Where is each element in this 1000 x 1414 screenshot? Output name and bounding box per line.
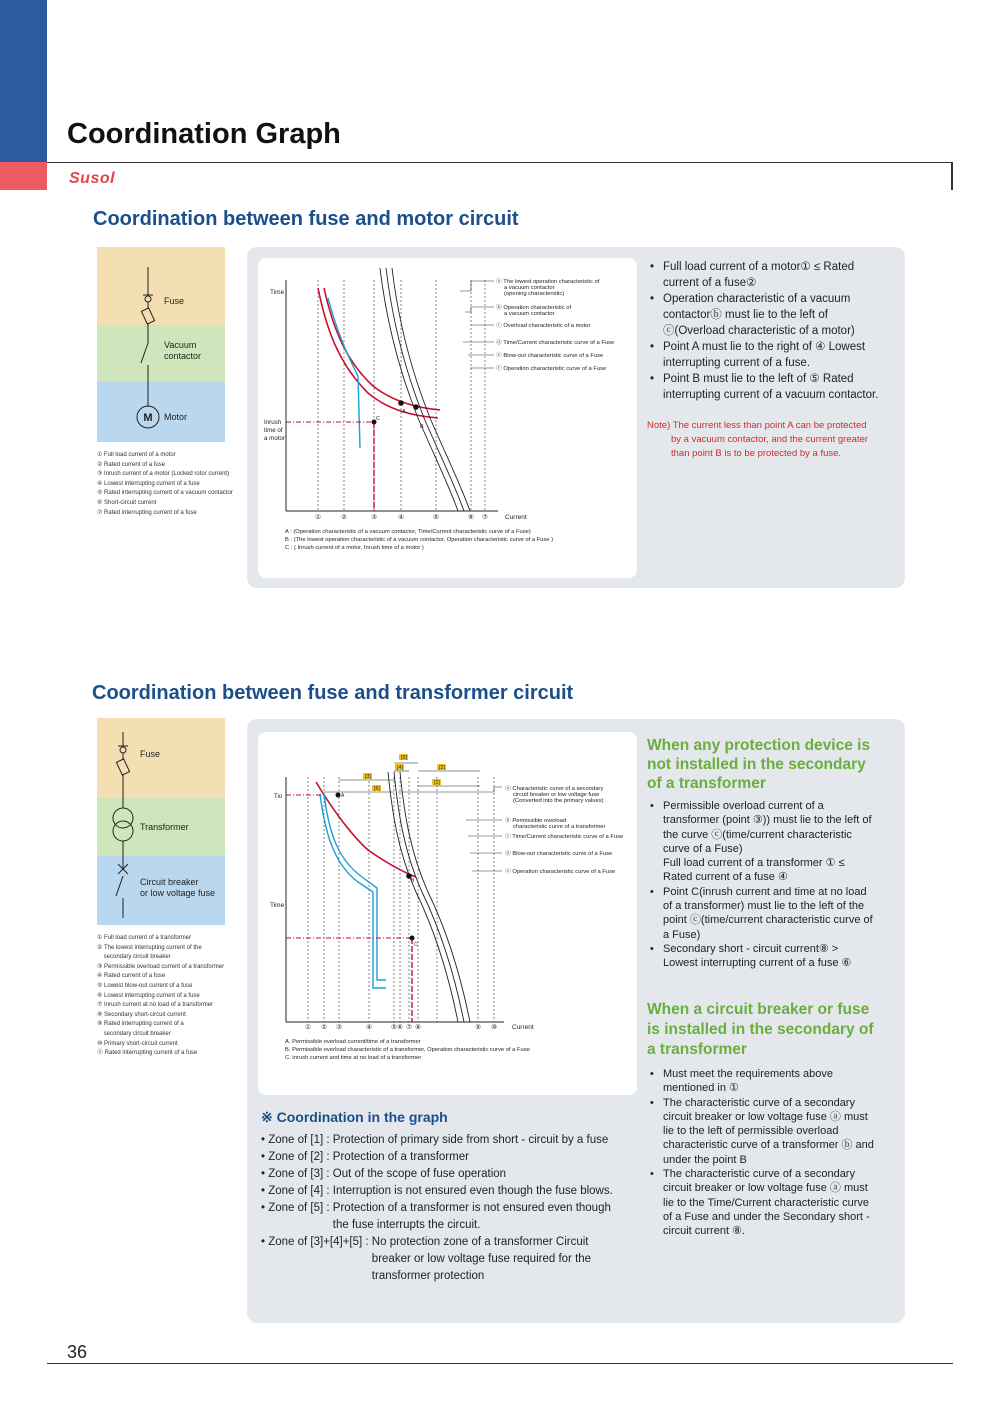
bullet-item: • The characteristic curve of a secondary circuit breaker or low voltage fuse ⓐ must lie to the Time/Current characteristic curve of a Fuse and under the Secondary short - circuit current ⑧. — [647, 1167, 902, 1238]
legend-item: secondary circuit breaker — [97, 954, 171, 961]
x-tick: ④ — [398, 514, 404, 521]
legend-item: ⑩ Primary short-circuit current — [97, 1040, 178, 1047]
zone-label-5: [5] — [401, 755, 407, 761]
curve-label-d: ⓓ Time/Current characteristic curve of a Fuse — [496, 340, 615, 346]
x-tick: ③ — [371, 514, 377, 521]
zone-row: • Zone of [2] : Protection of a transformer — [261, 1151, 469, 1163]
x-tick: ⑧ — [415, 1024, 421, 1031]
zone-row: • Zone of [3] : Out of the scope of fuse operation — [261, 1168, 507, 1180]
transformer-panel — [247, 719, 905, 1323]
x-tick: ③ — [336, 1024, 342, 1031]
transformer-graph-card — [258, 732, 637, 1095]
bullet-item: • Permissible overload current of a transformer (point ③)) must lie to the left of the curve ⓒ(time/current characteristic curve of a Fuse) Full load current of a transformer ① ≤ Rated current of a fuse ④ — [647, 799, 902, 885]
title-rule — [47, 162, 953, 163]
zone-label-1: [1] — [434, 780, 440, 786]
inrush-label-3: a motor — [264, 435, 285, 442]
x-tick: ⑦ — [406, 1024, 412, 1031]
motor-circuit-strip — [97, 247, 225, 442]
footnote-b: B : (The lowest operation characteristic of a vacuum contactor, Operation characteristic curve of a Fuse ) — [285, 537, 554, 543]
no-protection-bullets — [647, 799, 902, 971]
curve-label-b-1: ⓑ Operation characteristic of — [496, 305, 572, 311]
page-title: Coordination Graph — [67, 118, 341, 150]
x-tick: ⑤ — [433, 514, 439, 521]
legend-item: ⑪ Rated interrupting current of a fuse — [97, 1050, 198, 1057]
zone-label-6: [6] — [374, 786, 380, 792]
brand-logo-text: Susol — [69, 170, 116, 187]
curve-label-a-2: circuit breaker or low voltage fuse — [513, 792, 600, 798]
inrush-label-1: Inrush — [264, 419, 282, 426]
zone-label-4: [4] — [397, 765, 403, 771]
brand-bar-red — [0, 162, 47, 190]
strip-label-contactor-1: Vacuum — [164, 340, 197, 350]
x-tick: ① — [305, 1024, 311, 1031]
note-line: than point B is to be protected by a fuse. — [671, 448, 842, 459]
x-tick: ⑥ — [397, 1024, 403, 1031]
point-label-a: A — [341, 793, 345, 799]
coordination-heading: ※ Coordination in the graph — [261, 1109, 448, 1125]
x-tick: ① — [315, 514, 321, 521]
curve-label-a-1: ⓐ Characteristic curve of a secondary — [505, 786, 604, 792]
point-label-a: A — [402, 409, 406, 415]
motor-section-heading: Coordination between fuse and motor circuit — [93, 208, 519, 230]
legend-item: ① Full load current of a motor — [97, 452, 176, 458]
point-label-c: C — [414, 942, 418, 948]
motor-circuit-symbol — [97, 247, 225, 442]
curve-label-b-1: ⓑ Permissible overload — [505, 818, 567, 824]
motor-note — [647, 419, 897, 461]
curve-label-a-2: a vacuum contactor — [504, 285, 555, 291]
curve-label-b-2: a vacuum contactor — [504, 311, 555, 317]
motor-graph-card — [258, 258, 637, 578]
point-label-b: B — [411, 878, 415, 884]
bullet-item: • Point C(inrush current and time at no load of a transformer) must lie to the left of the point ⓒ(time/current characteristic curve of a Fuse) — [647, 885, 902, 942]
curve-label-a-3: (opening characteristic) — [504, 291, 565, 297]
motor-coordination-graph — [258, 258, 637, 578]
x-tick: ⑦ — [482, 514, 488, 521]
transformer-section-heading: Coordination between fuse and transformer circuit — [92, 682, 574, 704]
note-line: Note) The current less than point A can be protected — [647, 420, 867, 431]
zone-row: • Zone of [3]+[4]+[5] : No protection zone of a transformer Circuit breaker or low voltage fuse required for the transformer protection — [261, 1236, 592, 1282]
curve-label-f: ⓕ Operation characteristic curve of a Fuse — [496, 366, 607, 372]
footnote-a: A. Permissible overload current/time of a transformer — [285, 1039, 421, 1045]
graph-ylabel: Time — [270, 289, 285, 296]
motor-legend — [97, 451, 247, 518]
x-tick: ⑤ — [391, 1024, 397, 1031]
inrush-label-2: time of — [264, 427, 283, 434]
title-rule-end — [951, 162, 953, 190]
legend-item: ⑤ Rated interrupting current of a vacuum contactor — [97, 490, 233, 497]
motor-bullets — [647, 259, 897, 403]
x-tick: ④ — [366, 1024, 372, 1031]
curve-label-a-3: (Converted into the primary values) — [513, 798, 604, 804]
transformer-legend — [97, 934, 247, 1059]
transformer-coordination-graph — [258, 732, 637, 1095]
legend-item: ③ Permissible overload current of a transformer — [97, 963, 225, 970]
strip-label-breaker-1: Circuit breaker — [140, 877, 199, 887]
bullet-item: • Full load current of a motor① ≤ Rated current of a fuse② — [647, 259, 897, 291]
x-tick: ② — [321, 1024, 327, 1031]
legend-item: ④ Rated current of a fuse — [97, 973, 166, 980]
zone-label-2: [2] — [439, 765, 445, 771]
zone-row: • Zone of [1] : Protection of primary side from short - circuit by a fuse — [261, 1134, 609, 1146]
legend-item: ② The lowest interrupting current of the — [97, 944, 202, 951]
bullet-item: • Must meet the requirements above mentioned in ① — [647, 1067, 902, 1096]
strip-label-motor: Motor — [164, 412, 188, 422]
x-tick: ② — [341, 514, 347, 521]
legend-item: ④ Lowest interrupting current of a fuse — [97, 480, 200, 487]
motor-panel — [247, 247, 905, 588]
legend-item: ⑧ Secondary short-circuit current — [97, 1011, 186, 1018]
graph-xlabel: Current — [505, 514, 527, 521]
bullet-item: • The characteristic curve of a secondary circuit breaker or low voltage fuse ⓐ must lie to the left of permissible overload characteristic curve of a transformer ⓑ and under the point B — [647, 1096, 902, 1167]
strip-label-fuse: Fuse — [164, 296, 185, 306]
legend-item: ⑨ Rated interrupting current of a — [97, 1021, 184, 1028]
strip-label-contactor-2: contactor — [164, 351, 202, 361]
legend-item: secondary circuit breaker — [97, 1030, 171, 1037]
curve-label-e: ⓔ Operation characteristic curve of a Fuse — [505, 869, 616, 875]
curve-label-c: ⓒ Time/Current characteristic curve of a Fuse — [505, 834, 624, 840]
bullet-item: • Point B must lie to the left of ⑤ Rated interrupting current of a vacuum contactor. — [647, 371, 897, 403]
curve-label-e: ⓔ Blow-out characteristic curve of a Fuse — [496, 353, 604, 359]
motor-symbol-text: M — [143, 412, 153, 424]
point-label-b: B — [420, 424, 424, 430]
legend-item: ⑥ Lowest interrupting current of a fuse — [97, 992, 200, 999]
zone-row: • Zone of [5] : Protection of a transformer is not ensured even though the fuse interrupts the circuit. — [261, 1202, 611, 1231]
footnote-b: B. Permissible overload characteristic of a transformer, Operation characteristic curve of a Fuse — [285, 1047, 530, 1053]
point-label-c: C — [376, 416, 380, 422]
bullet-item: • Point A must lie to the right of ④ Lowest interrupting current of a fuse. — [647, 339, 897, 371]
graph-tio-label: Tio — [274, 794, 283, 800]
curve-label-d: ⓓ Blow-out characteristic curve of a Fuse — [505, 851, 613, 857]
page-number: 36 — [67, 1342, 88, 1362]
legend-item: ③ Inrush current of a motor (Locked rotor current) — [97, 471, 230, 478]
legend-item: ① Full load current of a transformer — [97, 935, 192, 941]
legend-item: ⑥ Short-circuit current — [97, 499, 157, 506]
bullet-item: • Secondary short - circuit current⑧ > Lowest interrupting current of a fuse ⑥ — [647, 942, 902, 971]
curve-label-c: ⓒ Overload characteristic of a motor — [496, 323, 591, 329]
bottom-rule — [47, 1363, 953, 1364]
note-line: by a vacuum contactor, and the current greater — [671, 434, 868, 445]
legend-item: ⑦ Rated interrupting current of a fuse — [97, 509, 197, 516]
x-tick: ⑩ — [491, 1024, 497, 1031]
breaker-installed-bullets — [647, 1067, 902, 1239]
x-tick: ⑥ — [468, 514, 474, 521]
curve-label-b-2: characteristic curve of a transformer — [513, 824, 606, 830]
graph-xlabel: Current — [512, 1024, 534, 1031]
graph-ylabel: Time — [270, 902, 285, 909]
footnote-c: C. inrush current and time at no load of a transformer — [285, 1055, 422, 1061]
zone-label-3: [3] — [365, 774, 371, 780]
x-tick: ⑨ — [475, 1024, 481, 1031]
legend-item: ⑦ Inrush current at no load of a transformer — [97, 1002, 214, 1009]
strip-label-fuse: Fuse — [140, 749, 161, 759]
legend-item: ② Rated current of a fuse — [97, 461, 166, 468]
transformer-circuit-strip — [97, 718, 225, 925]
coordination-zones — [261, 1132, 639, 1285]
strip-label-transformer: Transformer — [140, 822, 189, 832]
breaker-installed-heading: When a circuit breaker or fuse is installed in the secondary of a transformer — [647, 1001, 874, 1058]
legend-item: ⑤ Lowest blow-out current of a fuse — [97, 982, 193, 989]
strip-label-breaker-2: or low voltage fuse — [140, 888, 216, 898]
curve-label-a-1: ⓐ The lowest operation characteristic of — [496, 279, 600, 285]
brand-bar-blue — [0, 0, 47, 162]
zone-row: • Zone of [4] : Interruption is not ensured even though the fuse blows. — [261, 1185, 613, 1197]
footnote-a: A : (Operation characteristic of a vacuum contactor, Time/Current characteristic curve of a Fuse) — [285, 529, 531, 535]
no-protection-heading: When any protection device is not installed in the secondary of a transformer — [647, 737, 871, 792]
bullet-item: • Operation characteristic of a vacuum contactorⓑ must lie to the left of ⓒ(Overload characteristic of a motor) — [647, 291, 897, 339]
footnote-c: C : ( Inrush current of a motor, Inrush time of a motor ) — [285, 545, 424, 551]
